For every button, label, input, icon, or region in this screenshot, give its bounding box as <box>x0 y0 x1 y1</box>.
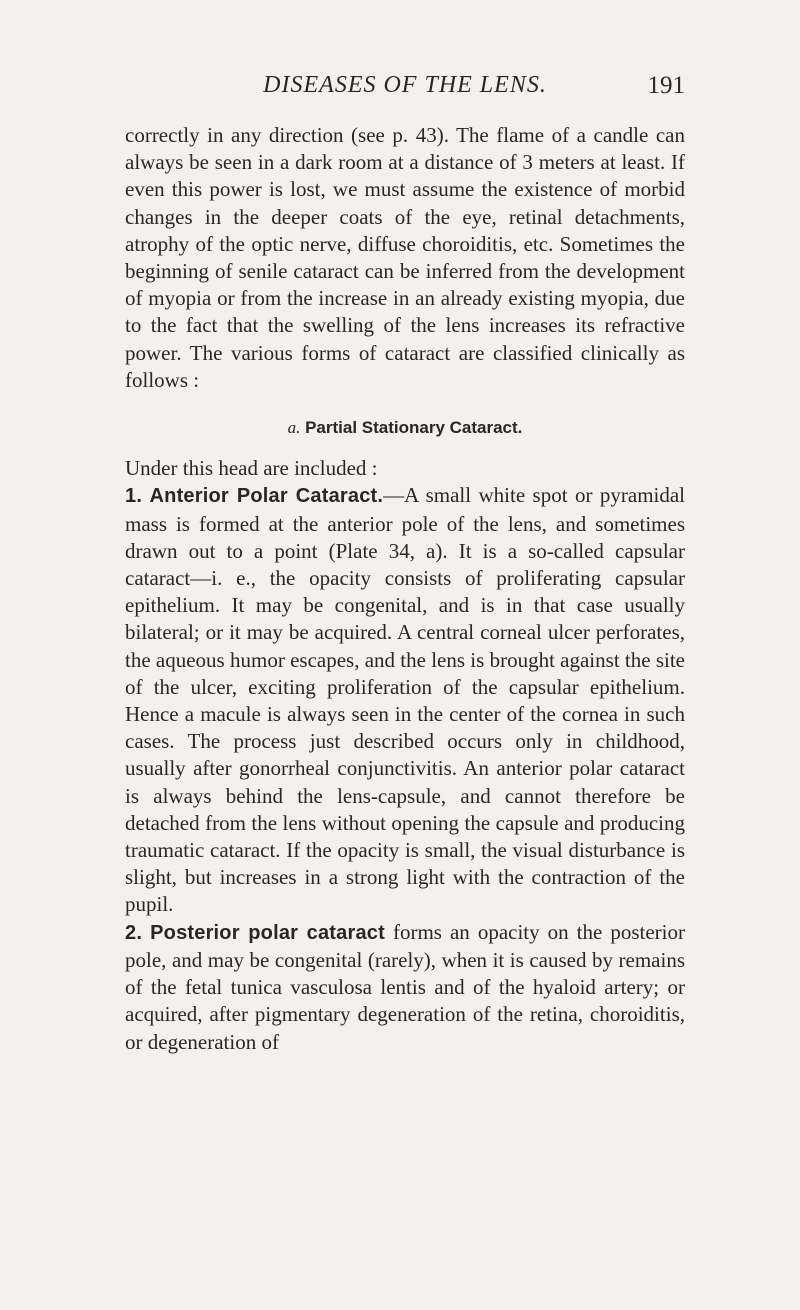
section-intro: Under this head are included : <box>125 456 378 481</box>
item-title: Anterior Polar Cataract. <box>149 485 384 508</box>
intro-paragraph: correctly in any direction (see p. 43). The flame of a candle can always be seen in a dark room at a distance of 3 meters at least. If even this power is lost, we must assume the existence of morbid changes in the deeper coats of the eye, retinal detachments, atrophy of the optic nerve, diffuse choroiditis, etc. Sometimes the beginning of senile cataract can be inferred from the development of myopia or from the increase in an already existing myopia, due to the fact that the swelling of the lens increases its refractive power. The various forms of cataract are classified clinically as follows : <box>125 123 685 392</box>
page-number: 191 <box>647 72 685 99</box>
item-anterior-polar <box>125 482 685 918</box>
running-title: DISEASES OF THE LENS. <box>263 72 547 98</box>
item-posterior-polar <box>125 919 685 1056</box>
section-heading <box>125 414 685 441</box>
item-text: forms an opacity on the posterior pole, and may be congenital (rarely), when it is caused by remains of the fetal tunica vasculosa lentis and of the hyaloid artery; or acquired, after pigmentary degeneration of the retina, choroiditis, or degeneration of <box>125 919 685 1054</box>
item-title: Posterior polar cataract <box>150 921 385 944</box>
section-letter: a. <box>287 418 301 438</box>
body-text <box>125 122 685 1056</box>
section-title: Partial Stationary Cataract. <box>305 418 523 438</box>
item-number: 2. <box>125 921 143 944</box>
running-head <box>125 72 685 108</box>
item-number: 1. <box>125 485 143 508</box>
item-text: —A small white spot or pyramidal mass is formed at the anterior pole of the lens, and sometimes drawn out to a point (Plate 34, a). It is a so-called capsular cataract—i. e., the opacity consists of proliferating capsular epithelium. It may be congenital, and is in that case usually bilateral; or it may be acquired. A central corneal ulcer perforates, the aqueous humor escapes, and the lens is brought against the site of the ulcer, exciting proliferation of the capsular epithelium. Hence a macule is always seen in the center of the cornea in such cases. The process just described occurs only in childhood, usually after gonorrheal conjunctivitis. An anterior polar cataract is always behind the lens-capsule, and cannot therefore be detached from the lens without opening the capsule and producing traumatic cataract. If the opacity is small, the visual disturbance is slight, but increases in a strong light with the contraction of the pupil. <box>125 483 686 917</box>
